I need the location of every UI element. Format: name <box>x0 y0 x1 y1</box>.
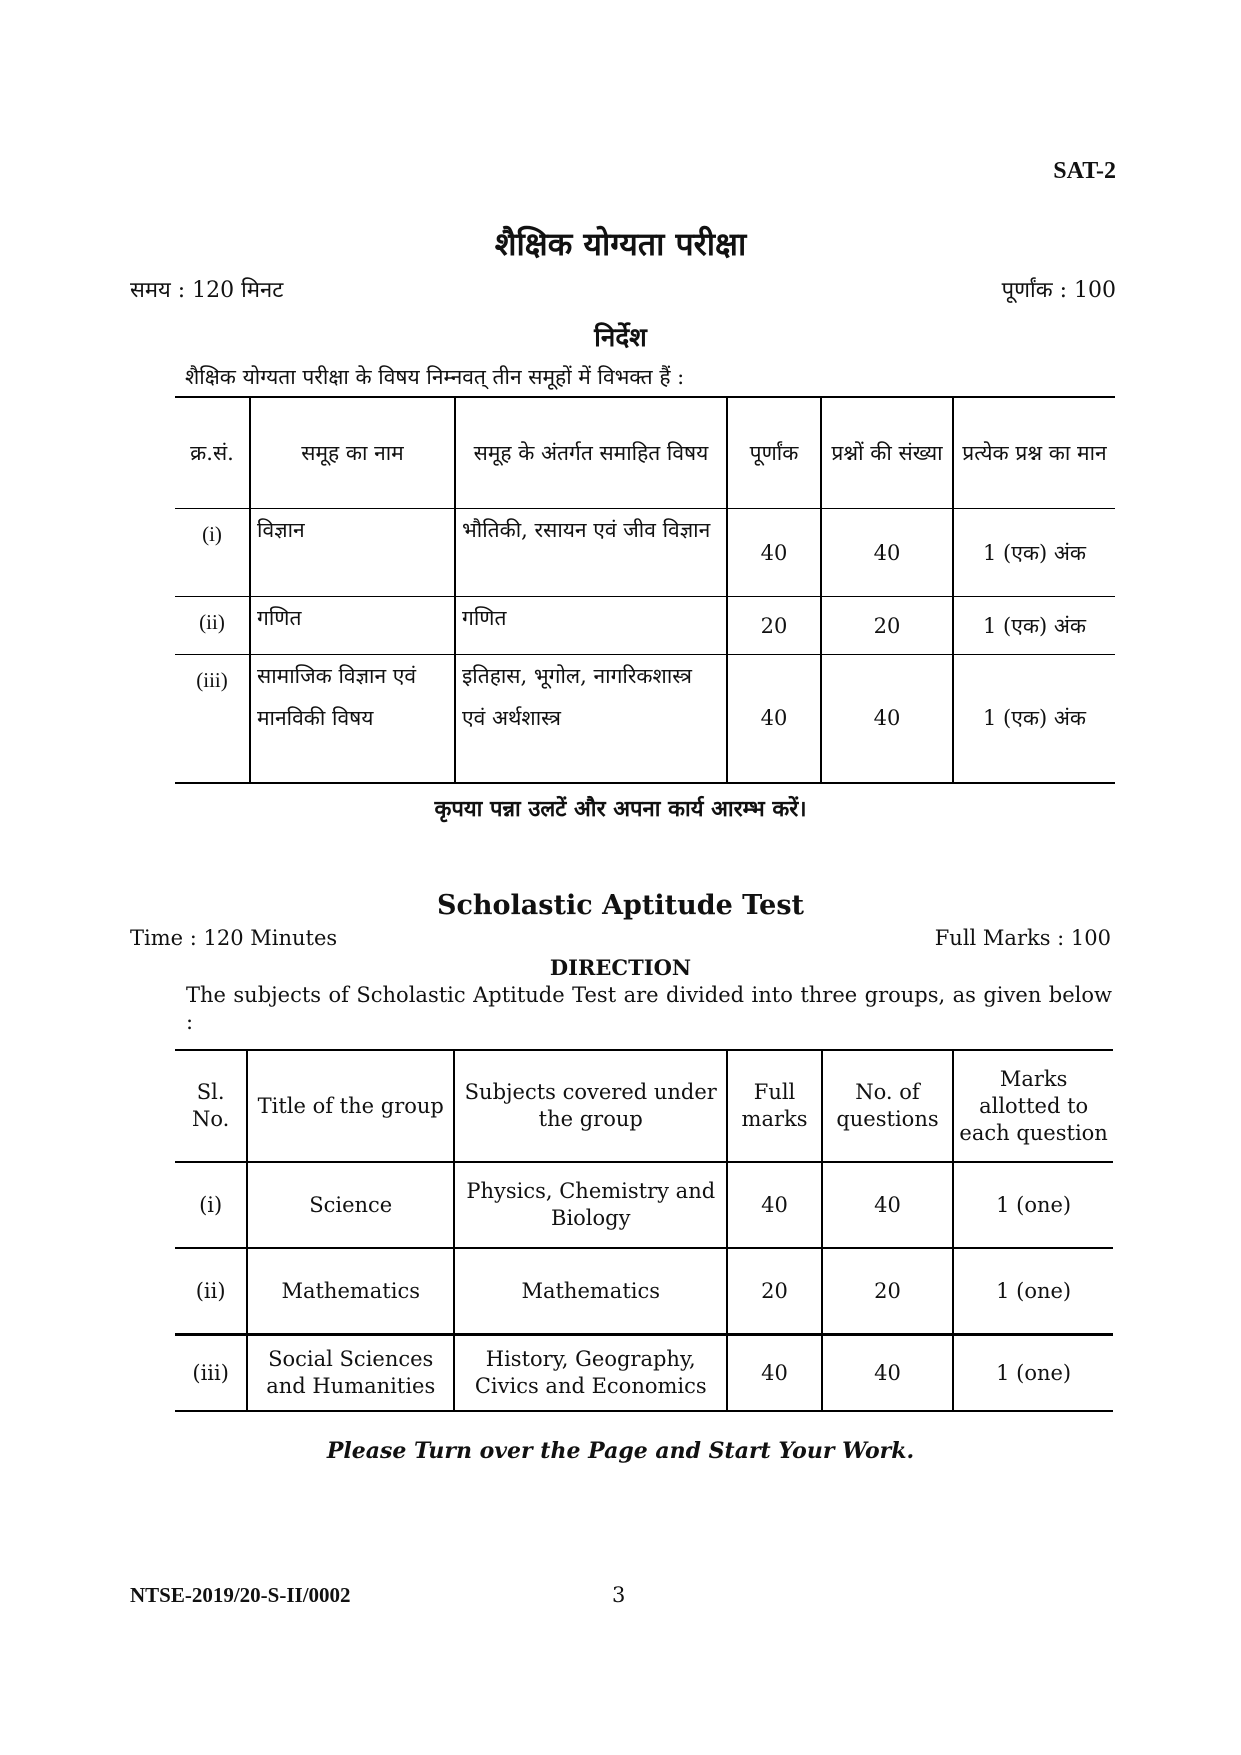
subjects-cell: गणित <box>455 597 727 655</box>
table-row <box>175 1162 1113 1248</box>
marks-cell: 40 <box>727 1335 821 1412</box>
sl-cell: (i) <box>175 509 250 597</box>
header-cell: Title of the group <box>247 1050 454 1162</box>
subjects-cell: इतिहास, भूगोल, नागरिकशास्त्र एवं अर्थशास्त्र <box>455 655 727 783</box>
english-groups-table <box>175 1049 1113 1412</box>
sl-cell: (ii) <box>175 597 250 655</box>
value-cell: 1 (one) <box>953 1248 1113 1335</box>
table-row <box>175 509 1115 597</box>
sl-cell: (i) <box>175 1162 247 1248</box>
sl-cell: (ii) <box>175 1248 247 1335</box>
table-row <box>175 655 1115 783</box>
table-header-row <box>175 397 1115 509</box>
subjects-cell: History, Geography, Civics and Economics <box>454 1335 727 1412</box>
hindi-intro: शैक्षिक योग्यता परीक्षा के विषय निम्नवत् तीन समूहों में विभक्त हैं : <box>185 365 685 389</box>
marks-cell: 20 <box>727 597 821 655</box>
value-cell: 1 (one) <box>953 1335 1113 1412</box>
header-cell: समूह के अंतर्गत समाहित विषय <box>455 397 727 509</box>
questions-cell: 40 <box>822 1335 954 1412</box>
subjects-cell: Mathematics <box>454 1248 727 1335</box>
sl-cell: (iii) <box>175 655 250 783</box>
questions-cell: 20 <box>822 1248 954 1335</box>
english-direction-heading: DIRECTION <box>549 955 692 980</box>
english-time: Time : 120 Minutes <box>130 926 338 950</box>
marks-cell: 40 <box>727 509 821 597</box>
hindi-groups-table <box>175 396 1115 784</box>
questions-cell: 20 <box>821 597 953 655</box>
questions-cell: 40 <box>822 1162 954 1248</box>
header-cell: Sl. No. <box>191 1080 230 1131</box>
header-cell: No. of questions <box>822 1050 954 1162</box>
english-intro: The subjects of Scholastic Aptitude Test are divided into three groups, as given below : <box>186 983 1112 1034</box>
group-cell: Mathematics <box>247 1248 454 1335</box>
hindi-turn-over-note: कृपया पन्ना उलटें और अपना कार्य आरम्भ करें। <box>434 796 807 822</box>
marks-cell: 20 <box>727 1248 821 1335</box>
value-cell: 1 (one) <box>953 1162 1113 1248</box>
sl-cell: (iii) <box>175 1335 247 1412</box>
value-cell: 1 (एक) अंक <box>953 655 1115 783</box>
hindi-time: समय : 120 मिनट <box>130 278 284 303</box>
english-turn-over-note: Please Turn over the Page and Start Your Work. <box>326 1438 915 1464</box>
header-cell: पूर्णांक <box>727 397 821 509</box>
table-row <box>175 597 1115 655</box>
hindi-direction-heading: निर्देश <box>594 323 647 353</box>
group-cell: Social Sciences and Humanities <box>247 1335 454 1412</box>
header-cell: Full marks <box>727 1050 821 1162</box>
hindi-full-marks: पूर्णांक : 100 <box>1001 278 1116 303</box>
value-cell: 1 (एक) अंक <box>953 597 1115 655</box>
header-cell: प्रत्येक प्रश्न का मान <box>953 397 1115 509</box>
table-header-row <box>175 1050 1113 1162</box>
subjects-cell: Physics, Chemistry and Biology <box>454 1162 727 1248</box>
marks-cell: 40 <box>727 1162 821 1248</box>
header-cell: प्रश्नों की संख्या <box>821 397 953 509</box>
header-cell: Marks allotted to each question <box>953 1050 1113 1162</box>
group-cell: विज्ञान <box>250 509 455 597</box>
table-row <box>175 1335 1113 1412</box>
table-row <box>175 1248 1113 1335</box>
subjects-cell: भौतिकी, रसायन एवं जीव विज्ञान <box>455 509 727 597</box>
header-cell: क्र.सं. <box>190 441 234 465</box>
english-title: Scholastic Aptitude Test <box>436 890 805 921</box>
booklet-code: NTSE-2019/20-S-II/0002 <box>130 1583 351 1607</box>
group-cell: Science <box>247 1162 454 1248</box>
value-cell: 1 (एक) अंक <box>953 509 1115 597</box>
questions-cell: 40 <box>821 655 953 783</box>
header-cell: Subjects covered under the group <box>454 1050 727 1162</box>
group-cell: गणित <box>250 597 455 655</box>
hindi-title: शैक्षिक योग्यता परीक्षा <box>494 225 747 263</box>
page-number: 3 <box>612 1583 626 1607</box>
header-cell: समूह का नाम <box>250 397 455 509</box>
paper-code: SAT-2 <box>1053 158 1116 184</box>
group-cell: सामाजिक विज्ञान एवं मानविकी विषय <box>250 655 455 783</box>
marks-cell: 40 <box>727 655 821 783</box>
questions-cell: 40 <box>821 509 953 597</box>
english-full-marks: Full Marks : 100 <box>934 926 1111 950</box>
